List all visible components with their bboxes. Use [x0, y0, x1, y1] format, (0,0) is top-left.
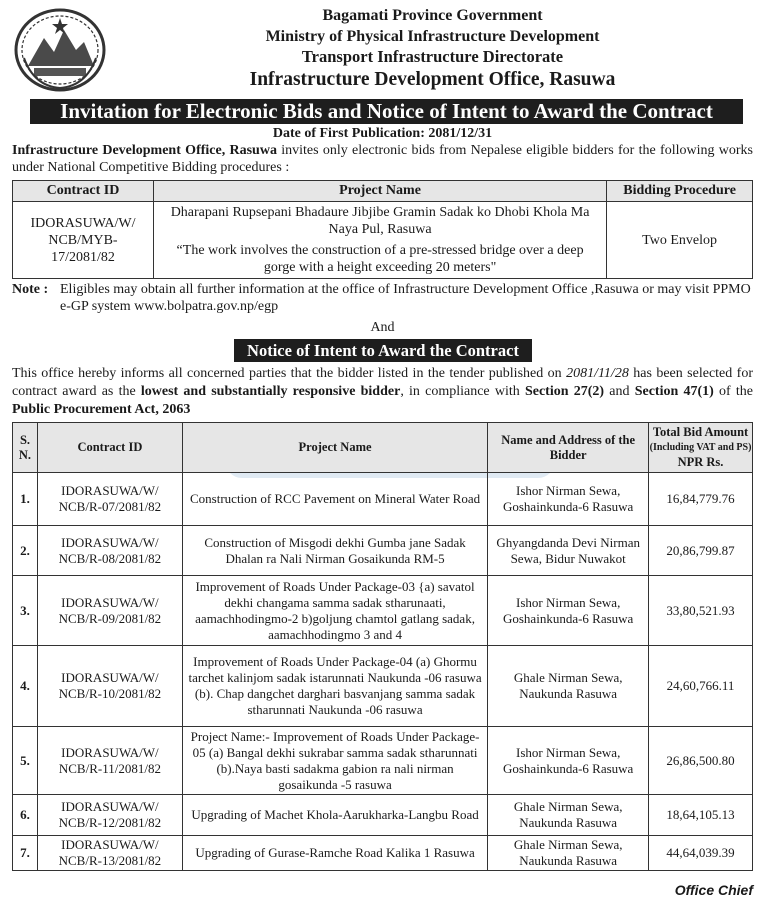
award-project-name: Project Name:- Improvement of Roads Under Package-05 (a) Bangal dekhi sukrabar samma sadak stharunnati (b).Naya basti sadakma gabion ra nali nirman gosaikunda -5 rasuwa	[182, 727, 487, 795]
award-sn: 4.	[13, 646, 38, 727]
award-header-project-name: Project Name	[182, 423, 487, 473]
amount-sub: (Including VAT and PS)	[649, 442, 752, 453]
award-amount: 16,84,779.76	[649, 473, 753, 526]
directorate-name: Transport Infrastructure Directorate	[301, 47, 564, 66]
table-row	[13, 727, 753, 795]
province-name: Bagamati Province Government	[322, 7, 543, 24]
award-project-name: Construction of RCC Pavement on Mineral Water Road	[182, 473, 487, 526]
notice-banner: Notice of Intent to Award the Contract	[234, 339, 532, 362]
award-amount: 20,86,799.87	[649, 526, 753, 576]
intro-office: Infrastructure Development Office, Rasuwa	[12, 143, 277, 158]
bid-procedure: Two Envelop	[607, 202, 753, 279]
award-amount: 24,60,766.11	[649, 646, 753, 727]
inform-text: and	[604, 384, 635, 399]
publication-date: Date of First Publication: 2081/12/31	[272, 126, 493, 141]
award-contract-id: IDORASUWA/W/ NCB/R-11/2081/82	[37, 727, 182, 795]
award-sn: 7.	[13, 836, 38, 871]
award-project-name: Improvement of Roads Under Package-03 {a) savatol dekhi changama samma sadak stharunaati, aamachhodingmo-2 b)goljung chamtol gatlang sadak, aamachhodingmo 3 and 4	[182, 576, 487, 646]
invitation-banner: Invitation for Electronic Bids and Notice of Intent to Award the Contract	[30, 99, 743, 124]
table-row	[13, 836, 753, 871]
award-bidder: Ishor Nirman Sewa, Goshainkunda-6 Rasuwa	[488, 576, 649, 646]
intro-paragraph	[12, 142, 753, 176]
award-project-name: Improvement of Roads Under Package-04 (a) Ghormu tarchet kalinjom sadak istarunnati Naukunda -06 rasuwa (b). Chap dangchet darghari basvanjang samma sadak stharunnati Naukunda -06 rasuwa	[182, 646, 487, 727]
award-sn: 2.	[13, 526, 38, 576]
award-contract-id: IDORASUWA/W/ NCB/R-08/2081/82	[37, 526, 182, 576]
government-emblem-icon	[14, 8, 106, 92]
inform-bold: Section 47(1)	[634, 384, 714, 399]
inform-paragraph	[12, 365, 753, 419]
award-table	[12, 422, 753, 871]
award-project-name: Construction of Misgodi dekhi Gumba jane Sadak Dhalan ra Nali Nirman Gosaikunda RM-5	[182, 526, 487, 576]
award-bidder: Ghale Nirman Sewa, Naukunda Rasuwa	[488, 646, 649, 727]
inform-bold: lowest and substantially responsive bidder	[140, 384, 401, 399]
letterhead	[110, 6, 755, 93]
office-name: Infrastructure Development Office, Rasuwa	[249, 69, 616, 90]
bid-project-desc: “The work involves the construction of a pre-stressed bridge over a deep gorge with a height exceeding 20 meters"	[176, 243, 584, 275]
intro-text: invites only electronic bids from Nepalese eligible bidders for the following works under National Competitive Bidding procedures :	[12, 143, 753, 175]
amount-unit: NPR Rs.	[677, 455, 724, 469]
bid-project-cell	[153, 202, 606, 279]
bid-contract-id: IDORASUWA/W/ NCB/MYB-17/2081/82	[13, 202, 154, 279]
award-project-name: Upgrading of Gurase-Ramche Road Kalika 1 Rasuwa	[182, 836, 487, 871]
bid-header-project-name: Project Name	[153, 181, 606, 202]
and-text: And	[370, 320, 395, 335]
table-row	[13, 202, 753, 279]
bid-table	[12, 180, 753, 279]
award-sn: 5.	[13, 727, 38, 795]
amount-title: Total Bid Amount	[652, 425, 749, 439]
award-header-sn: S. N.	[13, 423, 38, 473]
award-header-bidder: Name and Address of the Bidder	[488, 423, 649, 473]
award-amount: 26,86,500.80	[649, 727, 753, 795]
note-label: Note :	[12, 282, 49, 297]
ministry-name: Ministry of Physical Infrastructure Development	[265, 28, 600, 45]
inform-bold: Section 27(2)	[524, 384, 605, 399]
award-bidder: Ghale Nirman Sewa, Naukunda Rasuwa	[488, 795, 649, 836]
bid-project-name: Dharapani Rupsepani Bhadaure Jibjibe Gramin Sadak ko Dhobi Khola Ma Naya Pul, Rasuwa	[170, 205, 590, 237]
award-contract-id: IDORASUWA/W/ NCB/R-12/2081/82	[37, 795, 182, 836]
inform-text: has been selected for contract award as the	[12, 366, 754, 399]
inform-date: 2081/11/28	[566, 366, 629, 381]
award-amount: 44,64,039.39	[649, 836, 753, 871]
bid-header-contract-id: Contract ID	[13, 181, 154, 202]
award-amount: 18,64,105.13	[649, 795, 753, 836]
signature-office-chief: Office Chief	[674, 882, 753, 898]
table-row	[13, 795, 753, 836]
table-row	[13, 473, 753, 526]
award-sn: 1.	[13, 473, 38, 526]
award-contract-id: IDORASUWA/W/ NCB/R-10/2081/82	[37, 646, 182, 727]
table-row	[13, 526, 753, 576]
award-bidder: Ghyangdanda Devi Nirman Sewa, Bidur Nuwakot	[488, 526, 649, 576]
award-sn: 3.	[13, 576, 38, 646]
award-header-contract-id: Contract ID	[37, 423, 182, 473]
bid-header-procedure: Bidding Procedure	[607, 181, 753, 202]
inform-text: This office hereby informs all concerned parties that the bidder listed in the tender published on	[12, 366, 567, 381]
award-bidder: Ghale Nirman Sewa, Naukunda Rasuwa	[488, 836, 649, 871]
award-contract-id: IDORASUWA/W/ NCB/R-13/2081/82	[37, 836, 182, 871]
award-amount: 33,80,521.93	[649, 576, 753, 646]
table-row	[13, 576, 753, 646]
inform-text: , in compliance with	[400, 384, 525, 399]
award-header-amount	[649, 423, 753, 473]
inform-text: of the	[713, 384, 753, 399]
award-contract-id: IDORASUWA/W/ NCB/R-09/2081/82	[37, 576, 182, 646]
award-bidder: Ishor Nirman Sewa, Goshainkunda-6 Rasuwa	[488, 727, 649, 795]
table-row	[13, 646, 753, 727]
inform-bold: Public Procurement Act, 2063	[12, 402, 191, 417]
note	[12, 281, 753, 315]
award-contract-id: IDORASUWA/W/ NCB/R-07/2081/82	[37, 473, 182, 526]
award-bidder: Ishor Nirman Sewa, Goshainkunda-6 Rasuwa	[488, 473, 649, 526]
note-text: Eligibles may obtain all further information at the office of Infrastructure Development Office ,Rasuwa or may visit PPMO e-GP system www.bolpatra.gov.np/egp	[60, 282, 751, 314]
award-sn: 6.	[13, 795, 38, 836]
award-project-name: Upgrading of Machet Khola-Aarukharka-Langbu Road	[182, 795, 487, 836]
